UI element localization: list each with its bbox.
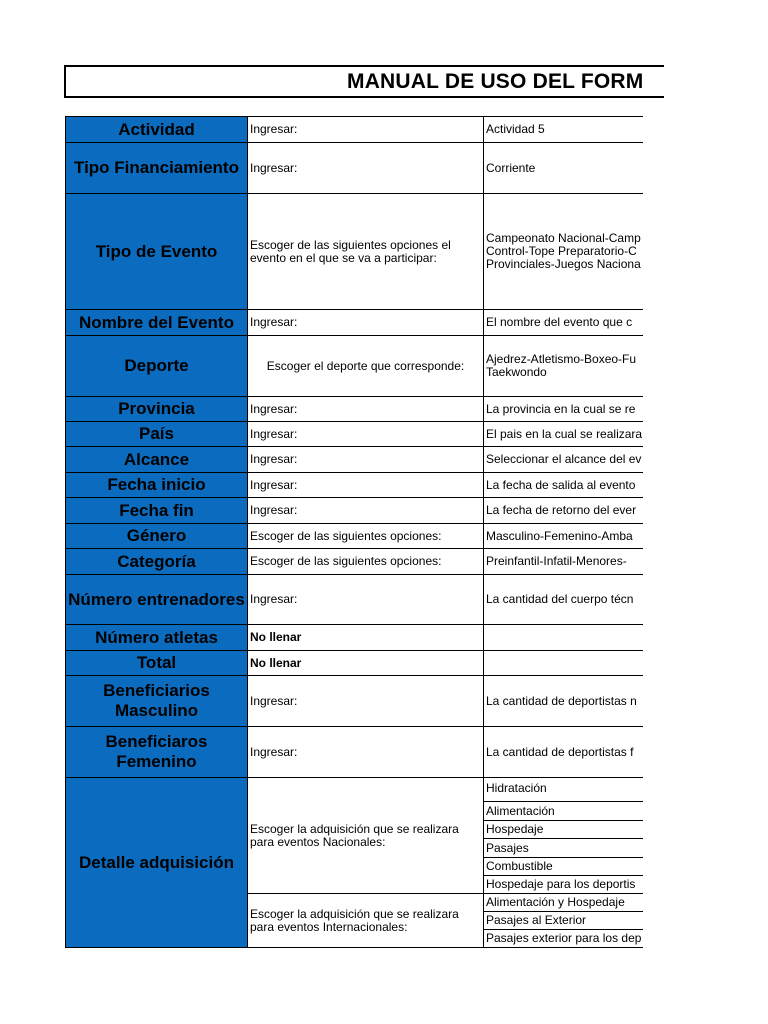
option-item[interactable]: Hospedaje para los deportis (484, 876, 644, 894)
row-instruction: Ingresar: (248, 117, 484, 143)
value-line: Control-Tope Preparatorio-C (486, 244, 637, 258)
row-value[interactable] (484, 625, 644, 651)
row-value[interactable]: Actividad 5 (484, 117, 644, 143)
row-value[interactable]: La fecha de retorno del ever (484, 498, 644, 524)
option-item[interactable]: Pasajes (484, 839, 644, 858)
value-line: Taekwondo (486, 365, 547, 379)
table-row (66, 194, 644, 310)
row-label-detalle-adquisicion: Detalle adquisición (66, 778, 248, 948)
row-instruction: Ingresar: (248, 575, 484, 625)
value-line: Ajedrez-Atletismo-Boxeo-Fu (486, 352, 637, 366)
row-label-pais: País (66, 422, 248, 447)
table-row (66, 575, 644, 625)
row-instruction: Ingresar: (248, 397, 484, 422)
row-instruction: Escoger de las siguientes opciones: (248, 549, 484, 575)
row-instruction: Ingresar: (248, 727, 484, 778)
table-row (66, 778, 644, 802)
table-row (66, 549, 644, 575)
row-value[interactable]: La cantidad de deportistas f (484, 727, 644, 778)
table-row (66, 447, 644, 473)
row-label-nombre-evento: Nombre del Evento (66, 310, 248, 336)
row-label-categoria: Categoría (66, 549, 248, 575)
row-label-actividad: Actividad (66, 117, 248, 143)
row-value[interactable]: Corriente (484, 143, 644, 194)
row-value[interactable]: El nombre del evento que c (484, 310, 644, 336)
row-label-genero: Género (66, 524, 248, 549)
row-instruction: Ingresar: (248, 422, 484, 447)
row-label-fecha-fin: Fecha fin (66, 498, 248, 524)
table-row (66, 625, 644, 651)
row-instruction-internacionales: Escoger la adquisición que se realizara para eventos Internacionales: (248, 894, 484, 948)
option-item[interactable]: Alimentación y Hospedaje (484, 894, 644, 912)
row-instruction: Ingresar: (248, 310, 484, 336)
table-row (66, 336, 644, 397)
row-instruction: Ingresar: (248, 143, 484, 194)
row-instruction: Ingresar: (248, 676, 484, 727)
row-label-numero-atletas: Número atletas (66, 625, 248, 651)
row-value[interactable]: Preinfantil-Infatil-Menores- (484, 549, 644, 575)
row-value[interactable] (484, 651, 644, 676)
row-value[interactable] (484, 194, 644, 310)
row-label-beneficiarios-femenino: Beneficiaros Femenino (66, 727, 248, 778)
row-instruction: Ingresar: (248, 473, 484, 498)
option-item[interactable]: Combustible (484, 858, 644, 876)
row-instruction: Ingresar: (248, 447, 484, 473)
value-line: Campeonato Nacional-Camp (486, 231, 641, 245)
row-label-beneficiarios-masculino: Beneficiarios Masculino (66, 676, 248, 727)
row-label-tipo-financiamiento: Tipo Financiamiento (66, 143, 248, 194)
row-label-tipo-evento: Tipo de Evento (66, 194, 248, 310)
row-value[interactable]: La cantidad de deportistas n (484, 676, 644, 727)
row-value[interactable]: Masculino-Femenino-Amba (484, 524, 644, 549)
row-label-numero-entrenadores: Número entrenadores (66, 575, 248, 625)
value-line: Provinciales-Juegos Naciona (486, 257, 641, 271)
row-label-provincia: Provincia (66, 397, 248, 422)
row-instruction: No llenar (248, 651, 484, 676)
table-row (66, 117, 644, 143)
table-row (66, 498, 644, 524)
row-value[interactable]: La cantidad del cuerpo técn (484, 575, 644, 625)
row-value[interactable]: Seleccionar el alcance del ev (484, 447, 644, 473)
table-row (66, 727, 644, 778)
row-label-fecha-inicio: Fecha inicio (66, 473, 248, 498)
table-row (66, 473, 644, 498)
table-row (66, 422, 644, 447)
row-instruction-nacionales: Escoger la adquisición que se realizara para eventos Nacionales: (248, 778, 484, 894)
option-item[interactable]: Pasajes exterior para los dep (484, 930, 644, 948)
option-item[interactable]: Pasajes al Exterior (484, 912, 644, 930)
table-row (66, 310, 644, 336)
row-label-deporte: Deporte (66, 336, 248, 397)
row-instruction: Escoger de las siguientes opciones el evento en el que se va a participar: (248, 194, 484, 310)
row-label-alcance: Alcance (66, 447, 248, 473)
row-value[interactable]: La fecha de salida al evento (484, 473, 644, 498)
option-item[interactable]: Hospedaje (484, 821, 644, 839)
row-instruction: Escoger el deporte que corresponde: (248, 336, 484, 397)
row-instruction: Ingresar: (248, 498, 484, 524)
row-value[interactable]: La provincia en la cual se re (484, 397, 644, 422)
table-row (66, 143, 644, 194)
row-instruction: Escoger de las siguientes opciones: (248, 524, 484, 549)
option-item[interactable]: Hidratación (484, 778, 644, 802)
row-label-total: Total (66, 651, 248, 676)
row-value[interactable] (484, 336, 644, 397)
table-row (66, 397, 644, 422)
table-row (66, 524, 644, 549)
page-title: MANUAL DE USO DEL FORM (347, 70, 644, 93)
row-instruction: No llenar (248, 625, 484, 651)
manual-table (65, 116, 643, 948)
row-value[interactable]: El pais en la cual se realizara (484, 422, 644, 447)
option-item[interactable]: Alimentación (484, 802, 644, 821)
table-row (66, 651, 644, 676)
table-row (66, 676, 644, 727)
